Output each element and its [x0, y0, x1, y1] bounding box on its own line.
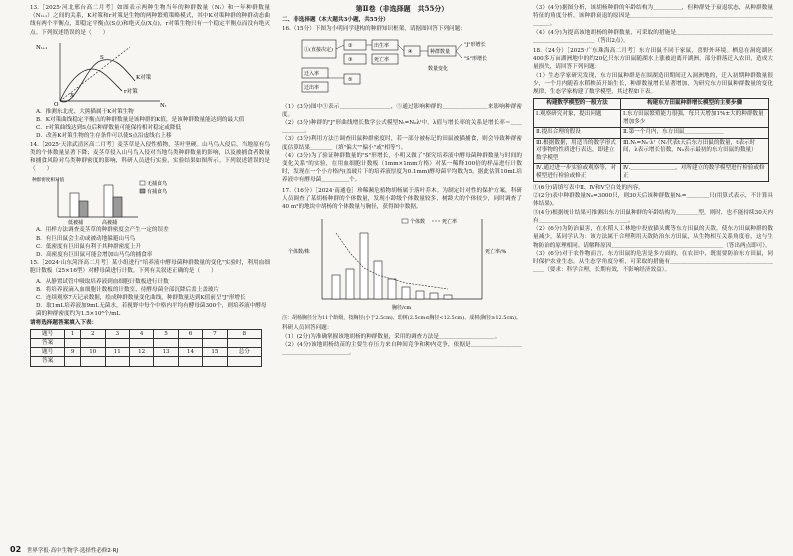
question-18: 18.（24分）［2025·广东珠海高二月考］东方田鼠不同于家鼠，喜野外环境。栖息在洞庭湖区400多万亩湖洲地中的约20亿只东方田鼠随湖水上涨被迫离开湖洲，部分群落迁入农田，造成大量损失，请回答下列问题： （1）生态学家研究发现，东方田鼠种群是在围湖造田期间迁入洞洲地的，迁入初期种群数量很少，一个月内随着水稻秧苗开始生长，种群数量增长显著增加，为研究东方田鼠种群数量的变化规律，生态学家构建了数学模型，其过程如下表。	[533, 48, 773, 96]
q13-option-b: B．K对策曲线稳定平衡点的种群数量是该种群的K值，是该种群数量能达到的最大值	[36, 117, 245, 124]
map-node-2: ②	[348, 42, 353, 49]
q14-option-d: D．高密度有巨田鼠可能会增加山马鸟的捕食率	[36, 252, 153, 259]
table-cell: Ⅳ.通过进一步实验或观察等，对模型进行检验或修正	[534, 164, 621, 182]
table-header: 构建东方田鼠种群增长模型的主要步骤	[621, 99, 769, 110]
map-node-j: "J"形增长	[464, 41, 486, 48]
q14-figure	[30, 175, 180, 225]
answer-row	[31, 329, 262, 338]
q14-ylabel: 种群密度相对值	[32, 178, 65, 184]
column-left	[30, 4, 270, 367]
map-node-1: ①(直接决定)	[304, 46, 333, 53]
answer-cell[interactable]	[105, 339, 129, 348]
answer-cell[interactable]	[105, 357, 129, 366]
answer-row	[31, 357, 262, 366]
answer-cell[interactable]	[178, 339, 202, 348]
bar-low-no-predator	[70, 193, 79, 217]
answer-row	[31, 348, 262, 357]
answer-cell[interactable]	[129, 357, 153, 366]
q14-legend-1: 无捕食鸟	[147, 181, 168, 188]
answer-cell[interactable]	[65, 357, 81, 366]
q13-figure	[30, 39, 170, 107]
map-node-death: 死亡率	[374, 56, 390, 63]
q15-option-b: B．将培养液滴入血细胞计数板的计数室，待酵母菌全部沉降后盖上盖玻片	[36, 286, 220, 293]
cell: 8	[227, 329, 261, 338]
q15-option-d: D．取1mL培养液加9mL无菌水，若视野中每个中格内平均有酵母菌300个，则培养液中酵母菌的种群密度约为1.5×10⁸个/mL	[36, 303, 267, 318]
cell: 12	[129, 348, 153, 357]
q14-cat-high: 高被捕	[102, 220, 118, 226]
q14-option-b: B．有巨田鼠会主动或被动地躲避山马鸟	[36, 235, 136, 242]
answer-table-title: 请将选择题答案填入下表：	[30, 319, 98, 326]
answer-cell[interactable]	[154, 357, 178, 366]
q13-k-label: K对策	[136, 74, 152, 81]
q13-options	[30, 108, 270, 141]
cell: 7	[203, 329, 227, 338]
answer-cell[interactable]	[227, 339, 261, 348]
table-cell: Ⅱ.第一个月内，东方田鼠＿＿＿＿＿＿＿	[621, 128, 769, 139]
cell: 13	[154, 348, 178, 357]
cell: 5	[154, 329, 178, 338]
table-cell: Ⅲ.Nₜ=N₀·λᵗ（Nₜ代表t天后东方田鼠的数量，t表示时间，λ表示增长倍数，N₀表示最初的东方田鼠的数量）	[621, 139, 769, 164]
answer-table	[30, 329, 262, 367]
section-title: 二、非选择题（本大题共3小题，共55分）	[282, 17, 389, 24]
q14-option-c: C．低密度有巨田鼠有利于其种群密度上升	[36, 243, 141, 250]
q17-bar	[332, 275, 340, 299]
bar-high-no-predator	[104, 185, 113, 217]
q17-legend-2: 死亡率	[442, 219, 458, 226]
table-cell: Ⅱ.提出合理的假设	[534, 128, 621, 139]
map-node-birth: 出生率	[374, 42, 390, 49]
table-row	[534, 128, 769, 139]
answer-cell[interactable]	[203, 339, 227, 348]
column-right	[533, 4, 773, 276]
q13-option-c: C．r对策曲线达到S点后种群数量可能保持相对稳定或降低	[36, 125, 182, 132]
q14-option-a: A．用样方法调查麦茎草的种群密度会产生一定的误差	[36, 227, 169, 234]
question-17: 17.（16分）［2024·南通卷］珍稀濒危植物胡杨属于落叶乔木。为制定针对性的保护方案，科研人员调查了某胡杨种群的个体数量，发现小龄级个体数量较多，树龄大的个体较少，同时调查了40 m²的地块中胡杨的个体数量与胸径，获得图中数据。	[282, 187, 522, 211]
table-row	[534, 164, 769, 182]
cell: 题号	[31, 329, 65, 338]
map-node-change: 数量变化	[428, 65, 449, 72]
map-node-in: 迁入率	[304, 70, 320, 77]
page-footer	[10, 545, 118, 554]
q17-ylabel2: 死亡率/%	[485, 249, 507, 256]
answer-cell[interactable]	[81, 339, 105, 348]
q17-figure	[282, 213, 512, 313]
question-14: 14.［2025·天津武清区高二月考］麦茎草是入侵性植物，茎叶坚硬。山马鸟入侵后，当地原有鸟类的个体数量显著下降；麦茎草侵入山马鸟入侵对当地鸟类种群数量的影响，以及被捕食者数量和捕食风险对鸟类种群密度的影响，科研人员进行实验，实验结果如图所示。下列叙述错误的是（ ）	[30, 141, 270, 173]
q13-x-label: X	[70, 92, 74, 99]
q17-bar	[444, 295, 452, 299]
section-header: 第Ⅱ卷（非选择题 共55分）	[355, 4, 449, 13]
cell: 10	[81, 348, 105, 357]
cell: 14	[178, 348, 202, 357]
q17-bar	[388, 279, 396, 299]
question-13: 13.［2025·河北邢台高二月考］如图表示两种生物当年的种群数量（Nₜ）和一年种群数量（Nₜ₊₁）之间的关系，K对策和r对策是生物的两种繁殖策略模式，其中K对策种群的种群动态曲线有两个平衡点，即稳定平衡点(S点)和绝灭点(X点)，r对策生物只有一个稳定平衡点而没有绝灭点。下列叙述错误的是（ ）	[30, 5, 270, 36]
table-row	[534, 110, 769, 128]
map-node-number: 种群数量	[430, 48, 451, 55]
page-number: 02	[10, 545, 22, 554]
map-node-3: ③	[348, 56, 353, 63]
table-cell: Ⅰ.东方田鼠繁殖能力很强，每只天增加1%±大的种群数量增加多少	[621, 110, 769, 128]
cell: 11	[105, 348, 129, 357]
answer-cell[interactable]	[203, 357, 227, 366]
q13-origin: O	[54, 101, 59, 107]
q13-ylabel: Nₜ₊₁	[36, 44, 48, 51]
q15-options	[30, 278, 270, 319]
q17-bar	[374, 261, 382, 299]
q15-option-a: A．从静置试管中吸取培养液到血细胞计数板进行计数	[36, 278, 169, 285]
cell: 1	[65, 329, 81, 338]
map-node-out: 迁出率	[304, 84, 320, 91]
answer-cell[interactable]	[227, 357, 261, 366]
bar-high-predator	[113, 197, 122, 217]
cell: 2	[81, 329, 105, 338]
map-node-4: ④	[408, 48, 413, 55]
q13-s-label: S	[100, 54, 104, 61]
table-cell: Ⅳ.＿＿＿＿＿＿＿＿，对所建立的数学模型进行检验或修正	[621, 164, 769, 182]
cell: 答案	[31, 357, 65, 366]
cell: 答案	[31, 339, 65, 348]
column-middle	[282, 4, 522, 359]
q14-cat-low: 低被捕	[68, 220, 84, 226]
q17-legend-1: 个体数	[410, 219, 426, 226]
q17-ylabel: 个体数/株	[288, 249, 310, 256]
q14-options	[30, 226, 270, 259]
q16-concept-map	[282, 36, 512, 102]
cell: 4	[129, 329, 153, 338]
q17-bar	[360, 233, 368, 299]
q17-bar	[346, 269, 354, 299]
answer-cell[interactable]	[129, 339, 153, 348]
cell: 总分	[227, 348, 261, 357]
q13-option-a: A．推测东北虎、大熊猫属于K对策生物	[36, 108, 134, 115]
answer-cell[interactable]	[65, 339, 81, 348]
cell: 3	[105, 329, 129, 338]
cell: 15	[203, 348, 227, 357]
q17-continued: （3）(4分)据图分析，该胡杨种群的年龄结构为＿＿＿＿＿，但种群处于衰退状态，从种群数量特征的角度分析，该种群衰退的原因是＿＿＿＿＿＿＿＿＿＿＿＿＿＿＿＿＿＿＿＿＿＿＿＿＿＿＿＿。 （4）(4分)为提高该地胡杨的种群数量，可采取的措施是＿＿＿＿＿＿＿＿＿＿＿＿＿＿＿＿＿＿＿＿＿＿＿＿＿＿＿＿（答出2点）。	[533, 5, 773, 44]
footer-text: 世界学报·高中生物学·选择性必修2·RJ	[26, 548, 119, 554]
q17-bar	[430, 293, 438, 299]
table-cell: Ⅰ.观察研究对象，提出问题	[534, 110, 621, 128]
table-header: 构建数学模型的一般方法	[534, 99, 621, 110]
model-table	[533, 98, 769, 182]
q17-subquestions: 科研人员回答问题： （1）(2分)为准确掌握该地胡杨的种群数量，采用的调查方法是＿＿＿＿＿＿＿＿＿＿。 （2）(4分)该地胡杨幼苗的主要生存压力来自种间竞争和种内竞争，依据是＿＿＿＿＿＿＿＿＿＿＿＿＿＿＿＿＿＿＿＿＿。	[282, 325, 522, 357]
answer-cell[interactable]	[178, 357, 202, 366]
q13-xlabel: Nₜ	[160, 102, 167, 107]
answer-cell[interactable]	[81, 357, 105, 366]
q17-bar	[416, 291, 424, 299]
q18-subquestions: ①(6分)请填写表中Ⅱ、Ⅳ和Ⅴ空白处的内容。 ②(2分)表中种群数量N₀=3000只，则30天后该种群数量Nₜ=＿＿＿＿只(用算式表示，不计算具体结果)。 ③(4分)根据统计结果可推测出东方田鼠种群的年龄结构为＿＿＿＿型，则时，也不能持续30天内有＿＿＿＿＿＿＿＿＿＿＿＿＿＿＿＿。 （2）(6分)为防治鼠害，在水稻人工林地中投放猫头鹰等东方田鼠的天敌，使东方田鼠种群的数量减少，某同学认为：该方法属于合理利用天敌防治东方田鼠，从生物相互关系角度看，这与生物防治的原理相同。请解释原因＿＿＿＿＿＿＿＿＿＿＿＿＿＿＿＿＿＿＿＿（答出两点即可）。 （3）(6分)对于农作物而言，东方田鼠的危害是多方面的，在农田中，既需要防治东方田鼠，同时保护农业生态，从生态学角度分析，可采取的措施有＿＿＿＿＿＿＿＿＿＿＿＿＿＿＿＿＿＿＿＿（要求：科学合理，长期有效，不影响经济效益）。	[533, 185, 773, 274]
q16-subquestions: （1）(3分)图中①表示＿＿＿＿＿＿＿＿＿，⑤通过影响种群的＿＿＿＿＿＿＿＿来影响种群密度。 （2）(3分)种群的"J"形曲线增长数学公式模型Nₜ=N₀λᵗ中，λ值与增长率的关系是增长率＝＿＿＿＿＿＿。 （3）(3分)利用方法⑦调查田鼠种群密度时，若一部分被标记的田鼠被猫捕食，则会导致种群密度估算结果＿＿＿＿（填"偏大""偏小"或"相等"）。 （4）(3分)为了验证种群数量的"S"形增长，小明又做了"探究培养液中酵母菌种群数量与时间的变化关系"的实验，在用血细胞计数板（1mm×1mm方格）对某一稀释100倍的样品进行计数时，发现在一个小方格内(盖玻片下的培养液厚度为0.1mm)酵母菌平均数为5，据此估算10mL培养液中有酵母菌＿＿＿＿＿个。	[282, 103, 522, 184]
cell: 9	[65, 348, 81, 357]
map-node-s: "S"形增长	[464, 55, 488, 62]
q13-r-label: r对策	[124, 88, 138, 95]
table-header-row	[534, 99, 769, 110]
q15-option-c: C．连续观察7天记录数据，绘成种群数量变化曲线，种群数量达到K值前呈"J"形增长	[36, 295, 246, 302]
q17-bar	[402, 287, 410, 299]
q17-note: 注：胡杨胸径分为11个龄级，按胸径(小于2.5cm)、幼树(2.5cm≤胸径<12.5cm)、成树(胸径≥12.5cm)。	[282, 315, 521, 322]
q13-option-d: D．改善K对策生物的生存条件可以使S点沿虚线右上移	[36, 133, 172, 140]
answer-cell[interactable]	[154, 339, 178, 348]
table-row	[534, 139, 769, 164]
cell: 题号	[31, 348, 65, 357]
bar-low-predator	[79, 201, 88, 217]
answer-row	[31, 339, 262, 348]
question-15: 15.［2024·山东菏泽高二月考］某小组进行"培养液中酵母菌种群数量的变化"实验时，利用血细胞计数板（25×16型）对酵母菌进行计数。下列有关叙述正确的是（ ）	[30, 260, 270, 275]
cell: 6	[178, 329, 202, 338]
map-node-5: ⑤	[348, 76, 353, 83]
q17-xlabel: 胸径/cm	[392, 305, 412, 312]
table-cell: Ⅲ.根据数据，用适当的数学形式对事物的性质进行表达，即建立数学模型	[534, 139, 621, 164]
question-16: 16.（15分）下图为小明同学建构的种群知识框架，请据图回答下列问题：	[282, 26, 466, 33]
q14-legend-2: 有捕食鸟	[147, 189, 168, 196]
